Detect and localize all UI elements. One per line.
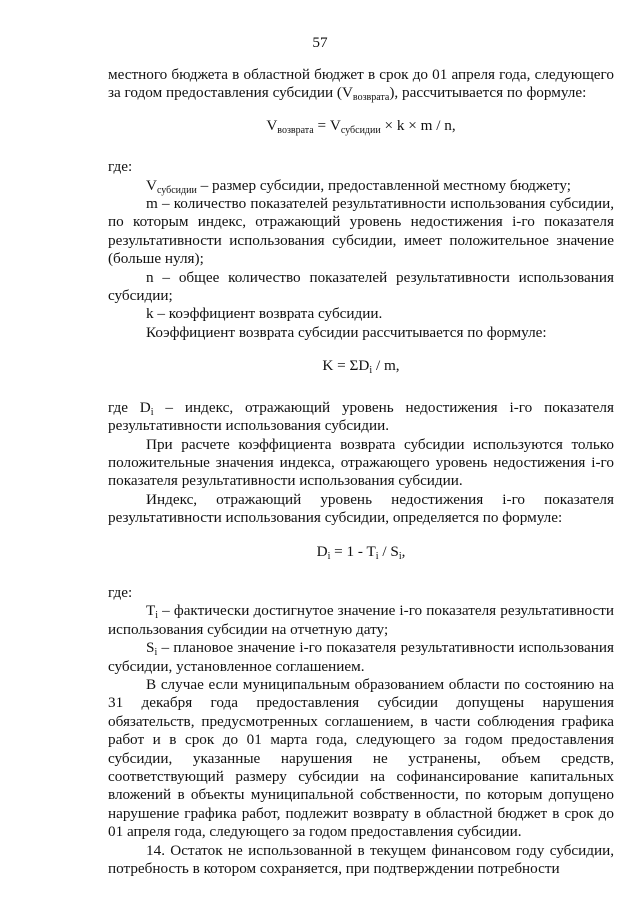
paragraph-index-intro: Индекс, отражающий уровень недостижения i-го показателя результативности использования субсидии, определяется по формуле:	[108, 490, 614, 527]
formula-k	[108, 357, 614, 375]
text: / S	[378, 542, 399, 560]
paragraph-14-remainder: 14. Остаток не использованной в текущем финансовом году субсидии, потребность в котором сохраняется, при подтверждении потребности	[108, 841, 614, 878]
definition-si	[108, 639, 614, 676]
subscript: i	[154, 647, 158, 659]
subscript: i	[398, 550, 402, 562]
page-number: 57	[312, 34, 328, 51]
definition-v-subsidy	[108, 177, 614, 195]
text: V	[266, 116, 278, 134]
text: T	[146, 602, 156, 620]
text: – плановое значение i-го показателя результативности использования субсидии, установленное соглашением.	[108, 639, 614, 675]
text: где D	[108, 398, 151, 416]
text: – размер субсидии, предоставленной местному бюджету;	[196, 176, 571, 194]
paragraph-violation: В случае если муниципальным образованием области по состоянию на 31 декабря года предоставления субсидии допущены нарушения обязательств, предусмотренных соглашением, в части соблюдения графика работ и в срок до 01 марта года, следующего за годом предоставления субсидии, указанные нарушения не устранены, объем средств, соответствующий размеру субсидии на софинансирование капитальных вложений в объекты муниципальной собственности, по которым допущено нарушение графика работ, подлежит возврату в областной бюджет в срок до 01 апреля года, следующего за годом предоставления субсидии.	[108, 675, 614, 841]
definition-n: n – общее количество показателей результативности использования субсидии;	[108, 268, 614, 305]
paragraph-k-formula-intro: Коэффициент возврата субсидии рассчитывается по формуле:	[146, 323, 547, 341]
subscript: субсидии	[156, 184, 197, 196]
paragraph-intro	[108, 66, 614, 103]
subscript: субсидии	[340, 124, 381, 136]
text: ,	[401, 542, 406, 560]
subscript: возврата	[277, 124, 314, 136]
subscript: i	[327, 550, 331, 562]
definition-m: m – количество показателей результативности использования субсидии, по которым индекс, отражающий уровень недостижения i-го показателя результативности использования субсидии, имеет положительное значение (больше нуля);	[108, 195, 614, 268]
subscript: возврата	[352, 92, 390, 104]
text: / m,	[372, 357, 400, 375]
text: – индекс, отражающий уровень недостижения i-го показателя результативности использования субсидии.	[108, 398, 614, 435]
text: D	[316, 542, 328, 560]
text: местного бюджета в областной бюджет в срок до 01 апреля года, следующего за годом предоставления субсидии (V	[108, 66, 614, 102]
subscript: i	[369, 365, 373, 377]
text: = 1 - T	[330, 542, 376, 560]
formula-di	[108, 543, 614, 561]
document-body	[108, 66, 614, 878]
definition-k: k – коэффициент возврата субсидии.	[146, 305, 383, 323]
where-label: где:	[108, 158, 133, 176]
subscript: i	[150, 406, 154, 418]
text: K = ΣD	[322, 357, 370, 375]
text: V	[146, 176, 157, 194]
definition-ti	[108, 602, 614, 639]
paragraph-positive-values: При расчете коэффициента возврата субсидии используются только положительные значения индекса, отражающего уровень недостижения i-го показателя результативности использования субсидии.	[108, 435, 614, 490]
text: – фактически достигнутое значение i-го показателя результативности использования субсидии на отчетную дату;	[108, 602, 614, 638]
formula-v-return	[108, 117, 614, 135]
where-label: где:	[108, 583, 133, 601]
subscript: i	[375, 550, 379, 562]
definition-di	[108, 399, 614, 436]
text: S	[146, 639, 155, 657]
text: = V	[313, 116, 341, 134]
subscript: i	[155, 610, 159, 622]
text: × k × m / n,	[380, 116, 456, 134]
text: ), рассчитывается по формуле:	[389, 84, 587, 102]
